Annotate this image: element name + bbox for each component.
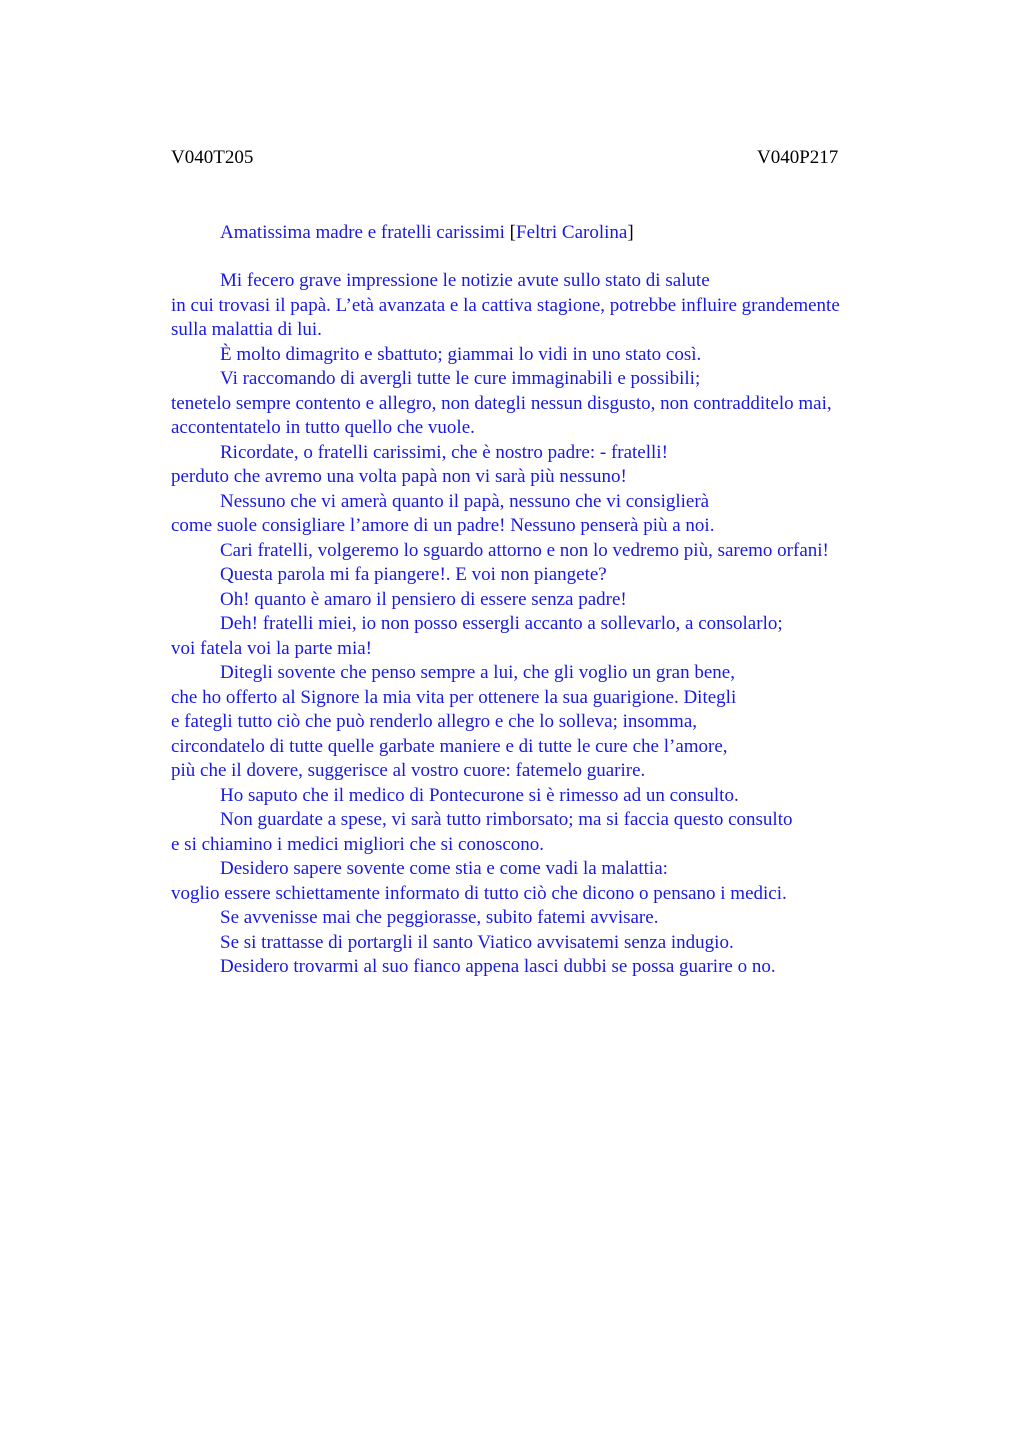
bracket-open: [ xyxy=(509,222,516,243)
letter-line: che ho offerto al Signore la mia vita per ottenere la sua guarigione. Ditegli xyxy=(171,686,737,708)
letter-line: Ditegli sovente che penso sempre a lui, che gli voglio un gran bene, xyxy=(220,662,735,683)
letter-salutation: Amatissima madre e fratelli carissimi xyxy=(220,222,505,243)
letter-line: voglio essere schiettamente informato di tutto ciò che dicono o pensano i medici. xyxy=(171,882,787,904)
letter-line: tenetelo sempre contento e allegro, non dategli nessun disgusto, non contradditelo mai, xyxy=(171,392,832,414)
bracket-close: ] xyxy=(627,222,634,243)
letter-line: e si chiamino i medici migliori che si conoscono. xyxy=(171,833,545,855)
letter-line: Desidero trovarmi al suo fianco appena lasci dubbi se possa guarire o no. xyxy=(220,956,776,977)
letter-title xyxy=(220,221,634,245)
letter-line: più che il dovere, suggerisce al vostro cuore: fatemelo guarire. xyxy=(171,760,646,781)
letter-author: Feltri Carolina xyxy=(516,222,628,243)
letter-line: come suole consigliare l’amore di un padre! Nessuno penserà più a noi. xyxy=(171,515,715,536)
letter-line: Deh! fratelli miei, io non posso essergli accanto a sollevarlo, a consolarlo; xyxy=(220,613,783,634)
letter-line: accontentatelo in tutto quello che vuole. xyxy=(171,417,475,438)
letter-body xyxy=(171,269,911,980)
letter-line: Oh! quanto è amaro il pensiero di essere senza padre! xyxy=(220,588,627,610)
letter-line: Non guardate a spese, vi sarà tutto rimborsato; ma si faccia questo consulto xyxy=(220,809,793,830)
letter-line: Se avvenisse mai che peggiorasse, subito fatemi avvisare. xyxy=(220,907,659,928)
letter-line: circondatelo di tutte quelle garbate maniere e di tutte le cure che l’amore, xyxy=(171,735,728,757)
letter-line: Mi fecero grave impressione le notizie avute sullo stato di salute xyxy=(220,270,710,291)
letter-line: sulla malattia di lui. xyxy=(171,319,322,340)
letter-line: Desidero sapere sovente come stia e come vadi la malattia: xyxy=(220,858,668,879)
letter-line: perduto che avremo una volta papà non vi sarà più nessuno! xyxy=(171,466,627,487)
letter-line: e fategli tutto ciò che può renderlo allegro e che lo solleva; insomma, xyxy=(171,711,698,732)
letter-line: Cari fratelli, volgeremo lo sguardo attorno e non lo vedremo più, saremo orfani! xyxy=(220,539,829,561)
header-left-code: V040T205 xyxy=(171,147,254,168)
letter-line: Questa parola mi fa piangere!. E voi non piangete? xyxy=(220,564,607,585)
letter-line: Nessuno che vi amerà quanto il papà, nessuno che vi consiglierà xyxy=(220,490,710,512)
letter-line: Ricordate, o fratelli carissimi, che è nostro padre: - fratelli! xyxy=(220,441,668,463)
letter-line: in cui trovasi il papà. L’età avanzata e la cattiva stagione, potrebbe influire grandemente xyxy=(171,294,840,316)
letter-line: Ho saputo che il medico di Pontecurone si è rimesso ad un consulto. xyxy=(220,784,739,806)
letter-line: Vi raccomando di avergli tutte le cure immaginabili e possibili; xyxy=(220,368,701,389)
header-right-code: V040P217 xyxy=(757,147,839,168)
letter-line: È molto dimagrito e sbattuto; giammai lo vidi in uno stato così. xyxy=(220,343,702,365)
letter-line: voi fatela voi la parte mia! xyxy=(171,637,372,659)
letter-line: Se si trattasse di portargli il santo Viatico avvisatemi senza indugio. xyxy=(220,931,734,953)
